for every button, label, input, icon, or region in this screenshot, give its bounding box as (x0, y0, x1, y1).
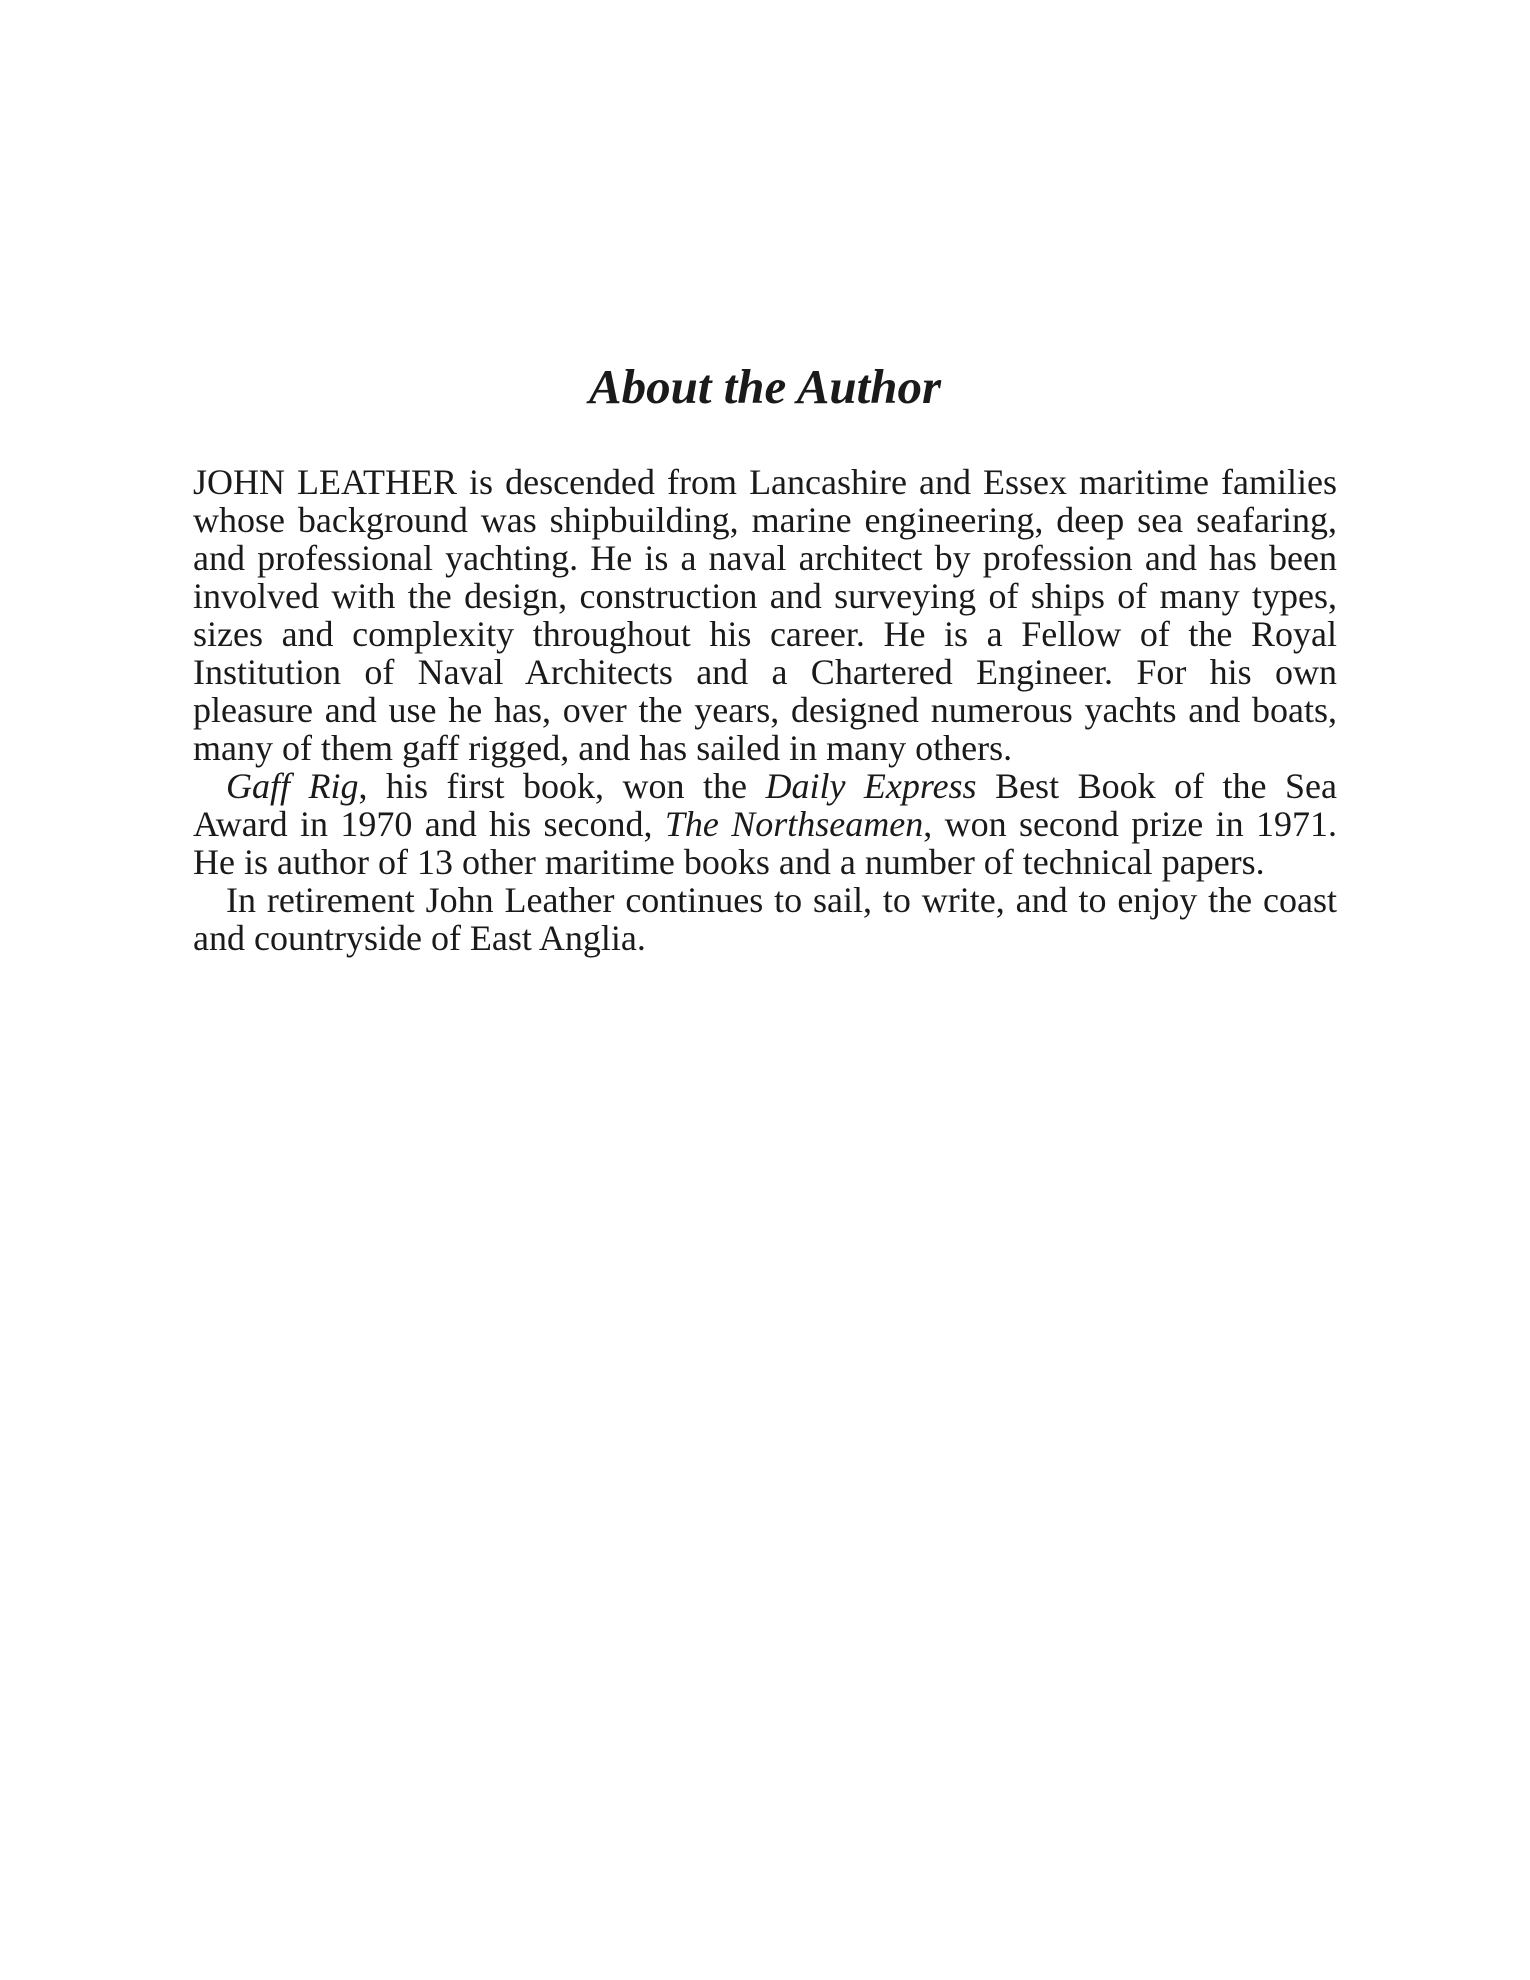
page-content (193, 359, 1338, 958)
italic-text: The Northseamen (664, 804, 924, 844)
text-line (193, 881, 1337, 919)
text-line (193, 501, 1337, 539)
text-run: sizes and complexity throughout his career. He is a Fellow of the Royal (193, 614, 1337, 654)
paragraph (193, 767, 1337, 881)
text-line (193, 843, 1337, 881)
italic-text: Gaff Rig (226, 766, 359, 806)
text-line (193, 539, 1337, 577)
text-run: , won second prize in 1971. (923, 804, 1337, 844)
text-run: Institution of Naval Architects and a Chartered Engineer. For his own (193, 652, 1337, 692)
text-run: involved with the design, construction and surveying of ships of many types, (193, 576, 1337, 616)
text-run: pleasure and use he has, over the years, designed numerous yachts and boats, (193, 690, 1337, 730)
text-run: whose background was shipbuilding, marine engineering, deep sea seafaring, (193, 500, 1337, 540)
text-line (193, 767, 1337, 805)
text-run: Best Book of the Sea (976, 766, 1338, 806)
body-text (193, 463, 1337, 957)
text-line (193, 577, 1337, 615)
text-run: and professional yachting. He is a naval architect by profession and has been (193, 538, 1337, 578)
text-run: He is author of 13 other maritime books and a number of technical papers. (193, 842, 1265, 882)
text-run: In retirement John Leather continues to sail, to write, and to enjoy the coast (226, 880, 1337, 920)
text-run: and countryside of East Anglia. (193, 918, 646, 958)
text-line (193, 615, 1337, 653)
page-title: About the Author (588, 359, 942, 414)
text-run: JOHN LEATHER is descended from Lancashire and Essex maritime families (193, 462, 1337, 502)
text-line (193, 653, 1337, 691)
text-run: many of them gaff rigged, and has sailed in many others. (193, 728, 1013, 768)
text-line (193, 729, 1337, 767)
text-run: Award in 1970 and his second, (193, 804, 665, 844)
text-line (193, 691, 1337, 729)
paragraph (193, 881, 1337, 957)
text-run: , his first book, won the (358, 766, 766, 806)
paragraph (193, 463, 1337, 767)
text-line (193, 919, 1337, 957)
italic-text: Daily Express (765, 766, 977, 806)
text-line (193, 805, 1337, 843)
text-line (193, 463, 1337, 501)
